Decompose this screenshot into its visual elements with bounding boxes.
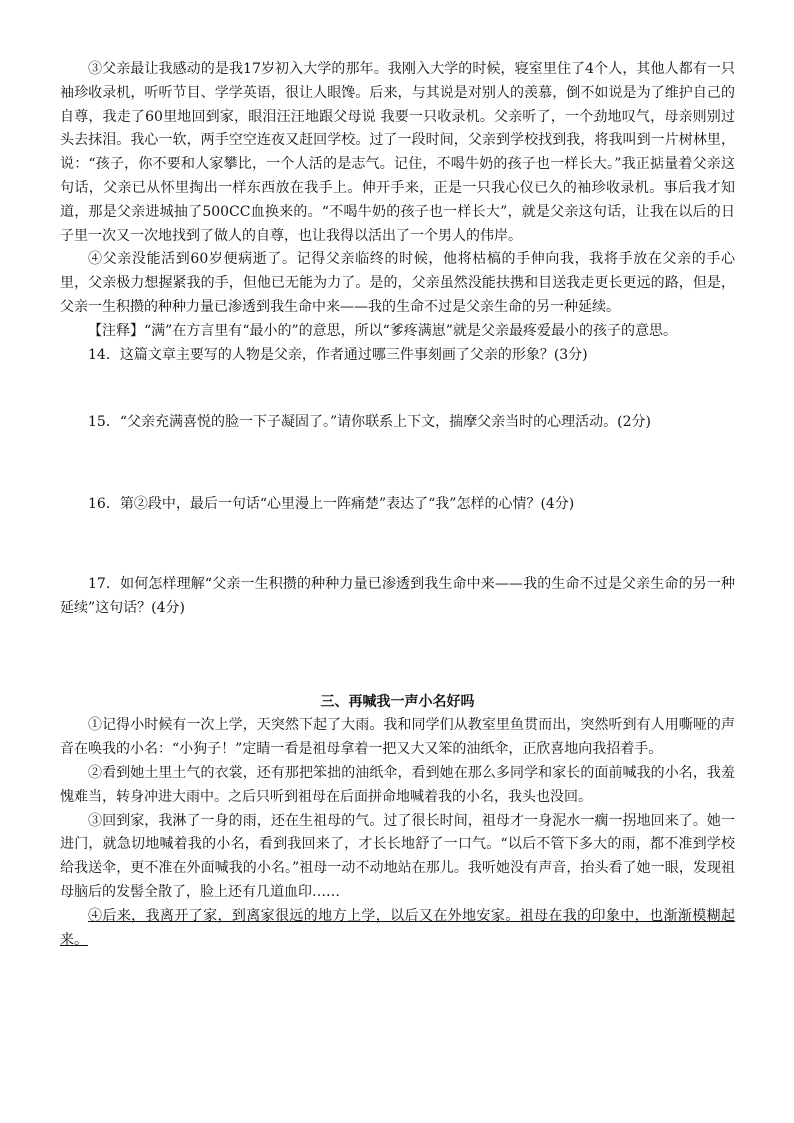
section-paragraph-2: ②看到她土里土气的衣裳，还有那把笨拙的油纸伞，看到她在那么多同学和家长的面前喊我的小名，我羞愧难当，转身冲进大雨中。之后只听到祖母在后面拼命地喊着我的小名，我头也没回。 <box>60 764 735 805</box>
page-content <box>60 58 735 952</box>
section-paragraph-1: ①记得小时候有一次上学，天突然下起了大雨。我和同学们从教室里鱼贯而出，突然听到有人用嘶哑的声音在唤我的小名：“小狗子！”定睛一看是祖母拿着一把又大又笨的油纸伞，正欣喜地向我招着手。 <box>60 717 735 758</box>
section-title: 三、再喊我一声小名好吗 <box>320 693 475 710</box>
answer-space-15 <box>60 435 735 493</box>
passage-paragraph-3: ③父亲最让我感动的是我17岁初入大学的那年。我刚入大学的时候，寝室里住了4个人，其他人都有一只袖珍收录机，听听节目、学学英语，很让人眼馋。后来，与其说是对别人的羡慕，倒不如说是为了维护自己的自尊，我走了60里地回到家，眼泪汪汪地跟父母说 我要一只收录机。父亲听了，一个劲地叹气，母亲则别过头去抹泪。我心一软，两手空空连夜又赶回学校。过了一段时间，父亲到学校找到我，将我叫到一片树林里，说：“孩子，你不要和人家攀比，一个人活的是志气。记住，不喝牛奶的孩子也一样长大。”我正掂量着父亲这句话，父亲已从怀里掏出一样东西放在我手上。伸开手来，正是一只我心仪已久的袖珍收录机。事后我才知道，那是父亲进城抽了500CC血换来的。“不喝牛奶的孩子也一样长大”，就是父亲这句话，让我在以后的日子里一次又一次地找到了做人的自尊，也让我得以活出了一个男人的伟岸。 <box>60 61 735 244</box>
question-14: 14．这篇文章主要写的人物是父亲，作者通过哪三件事刻画了父亲的形象？(3分) <box>88 346 588 363</box>
passage-paragraph-4: ④父亲没能活到60岁便病逝了。记得父亲临终的时候，他将枯槁的手伸向我，我将手放在父亲的手心里，父亲极力想握紧我的手，但他已无能为力了。是的，父亲虽然没能扶携和目送我走更长更远的路，但是，父亲一生积攒的种种力量已渗透到我生命中来——我的生命不过是父亲生命的另一种延续。 <box>60 251 735 315</box>
section-paragraph-3: ③回到家，我淋了一身的雨，还在生祖母的气。过了很长时间，祖母才一身泥水一瘸一拐地回来了。她一进门，就急切地喊着我的小名，看到我回来了，才长长地舒了一口气。“以后不管下多大的雨，都不准到学校给我送伞，更不准在外面喊我的小名。”祖母一动不动地站在那儿。我听她没有声音，抬头看了她一眼，发现祖母脑后的发髻全散了，脸上还有几道血印…… <box>60 812 735 900</box>
section-paragraph-4: ④后来，我离开了家，到离家很远的地方上学，以后又在外地安家。祖母在我的印象中，也渐渐模糊起来。 <box>60 907 735 948</box>
question-17: 17．如何怎样理解“父亲一生积攒的种种力量已渗透到我生命中来——我的生命不过是父亲生命的另一种延续”这句话？(4分) <box>60 575 735 616</box>
answer-space-14 <box>60 367 735 411</box>
question-15: 15．“父亲充满喜悦的脸一下子凝固了。”请你联系上下文，揣摩父亲当时的心理活动。(2分) <box>88 414 651 431</box>
question-16: 16．第②段中，最后一句话“心里漫上一阵痛楚”表达了“我”怎样的心情？(4分) <box>88 496 575 513</box>
answer-space-17 <box>60 621 735 691</box>
answer-space-16 <box>60 517 735 573</box>
annotation-note: 【注释】“满”在方言里有“最小的”的意思，所以“爹疼满崽”就是父亲最疼爱最小的孩子的意思。 <box>88 322 677 339</box>
